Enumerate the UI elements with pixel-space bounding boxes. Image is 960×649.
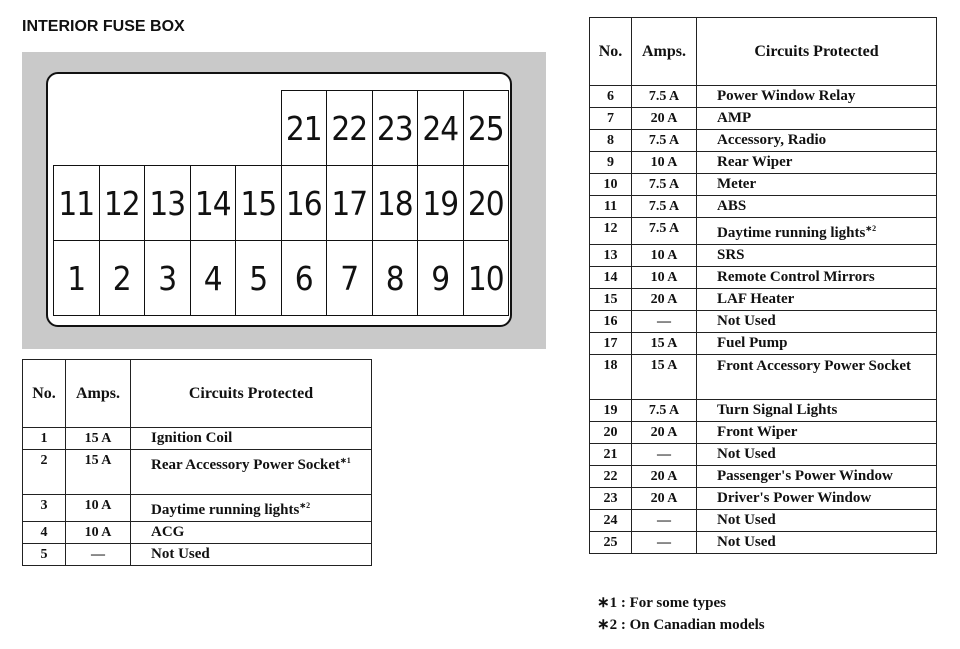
table-row <box>590 333 937 355</box>
circuit-protected <box>697 532 937 554</box>
fuse-amps: 10 A <box>66 522 131 544</box>
fuse-slot: 17 <box>326 165 373 241</box>
fuse-number: 13 <box>590 245 632 267</box>
fuse-number: 19 <box>590 400 632 422</box>
table-row <box>590 355 937 400</box>
circuit-label: Fuel Pump <box>717 335 788 351</box>
circuit-protected <box>697 289 937 311</box>
circuit-label: Not Used <box>717 446 776 462</box>
table-row <box>590 245 937 267</box>
fuse-amps: 7.5 A <box>632 174 697 196</box>
fuse-amps: 7.5 A <box>632 86 697 108</box>
table-row <box>23 428 372 450</box>
circuit-label: Driver's Power Window <box>717 490 872 506</box>
table-row <box>590 311 937 333</box>
fuse-slot: 11 <box>53 165 100 241</box>
circuit-label: SRS <box>717 247 745 263</box>
fuse-slot: 1 <box>53 240 100 316</box>
col-header-no: No. <box>590 18 632 86</box>
circuit-label: Daytime running lights <box>717 225 866 241</box>
fuse-amps: — <box>632 311 697 333</box>
circuit-protected <box>131 428 372 450</box>
circuit-label: Not Used <box>717 313 776 329</box>
table-row <box>23 544 372 566</box>
fuse-amps: 20 A <box>632 488 697 510</box>
footnote-marker: ∗2 <box>865 224 877 233</box>
circuit-label: Turn Signal Lights <box>717 402 838 418</box>
table-row <box>590 422 937 444</box>
fuse-number: 3 <box>23 495 66 522</box>
circuit-protected <box>131 495 372 522</box>
circuit-label: AMP <box>717 110 752 126</box>
fuse-amps: 15 A <box>632 355 697 400</box>
fuse-number: 7 <box>590 108 632 130</box>
table-row <box>590 267 937 289</box>
page-title: INTERIOR FUSE BOX <box>22 18 185 35</box>
fuse-number: 2 <box>23 450 66 495</box>
fuse-amps: — <box>632 532 697 554</box>
fuse-slot: 18 <box>372 165 419 241</box>
circuit-label: Not Used <box>717 534 776 550</box>
fuse-number: 16 <box>590 311 632 333</box>
circuit-protected <box>697 86 937 108</box>
circuit-protected <box>131 450 372 495</box>
fuse-amps: 15 A <box>632 333 697 355</box>
fuse-number: 12 <box>590 218 632 245</box>
fuse-slot: 20 <box>463 165 510 241</box>
table-row <box>23 522 372 544</box>
col-header-circuits: Circuits Protected <box>131 360 372 428</box>
circuit-protected <box>697 422 937 444</box>
fuse-amps: — <box>632 444 697 466</box>
fuse-slot: 22 <box>326 90 373 166</box>
fuse-slot: 10 <box>463 240 510 316</box>
footnote-marker: ∗2 <box>299 501 311 510</box>
fuse-amps: 7.5 A <box>632 218 697 245</box>
circuit-label: Power Window Relay <box>717 88 856 104</box>
fuse-slot: 14 <box>190 165 237 241</box>
fuse-number: 8 <box>590 130 632 152</box>
fuse-slot: 15 <box>235 165 282 241</box>
fuse-number: 24 <box>590 510 632 532</box>
fuse-amps: 20 A <box>632 108 697 130</box>
table-row <box>590 466 937 488</box>
fuse-number: 14 <box>590 267 632 289</box>
table-row <box>590 400 937 422</box>
fuse-number: 25 <box>590 532 632 554</box>
fuse-slot: 21 <box>281 90 328 166</box>
circuit-label: Not Used <box>151 546 210 562</box>
fuse-number: 15 <box>590 289 632 311</box>
fuse-amps: 20 A <box>632 289 697 311</box>
table-row <box>590 174 937 196</box>
table-row <box>590 86 937 108</box>
circuit-protected <box>131 544 372 566</box>
fuse-amps: 7.5 A <box>632 130 697 152</box>
circuit-protected <box>697 152 937 174</box>
circuit-protected <box>697 267 937 289</box>
circuit-protected <box>697 444 937 466</box>
fuse-amps: — <box>66 544 131 566</box>
fuse-amps: 7.5 A <box>632 196 697 218</box>
circuit-label: Remote Control Mirrors <box>717 269 875 285</box>
fuse-slot: 5 <box>235 240 282 316</box>
table-row <box>23 450 372 495</box>
footnote-marker: ∗1 <box>339 456 351 465</box>
fuse-slot: 24 <box>417 90 464 166</box>
circuit-label: Rear Accessory Power Socket <box>151 457 340 473</box>
circuit-protected <box>697 311 937 333</box>
fuse-number: 22 <box>590 466 632 488</box>
footnote-1: ∗1 : For some types <box>597 595 726 611</box>
circuit-protected <box>697 466 937 488</box>
footnotes <box>597 592 765 636</box>
circuit-protected <box>697 174 937 196</box>
fuse-slot: 6 <box>281 240 328 316</box>
circuit-protected <box>697 245 937 267</box>
fuse-amps: — <box>632 510 697 532</box>
table-row <box>590 444 937 466</box>
fuse-amps: 20 A <box>632 422 697 444</box>
circuit-label: Meter <box>717 176 757 192</box>
circuit-protected <box>697 333 937 355</box>
fuse-slot: 16 <box>281 165 328 241</box>
table-row <box>590 289 937 311</box>
fuse-slot: 8 <box>372 240 419 316</box>
fuse-number: 10 <box>590 174 632 196</box>
fuse-number: 5 <box>23 544 66 566</box>
fuse-number: 6 <box>590 86 632 108</box>
fuse-amps: 10 A <box>632 245 697 267</box>
col-header-circuits: Circuits Protected <box>697 18 937 86</box>
fuse-amps: 15 A <box>66 428 131 450</box>
fuse-table-right <box>589 17 937 554</box>
circuit-protected <box>697 510 937 532</box>
table-row <box>590 218 937 245</box>
table-row <box>590 532 937 554</box>
table-row <box>23 495 372 522</box>
circuit-protected <box>697 218 937 245</box>
fuse-amps: 10 A <box>632 267 697 289</box>
col-header-no: No. <box>23 360 66 428</box>
circuit-protected <box>697 400 937 422</box>
fuse-slot: 3 <box>144 240 191 316</box>
fuse-number: 4 <box>23 522 66 544</box>
table-row <box>590 510 937 532</box>
circuit-label: Passenger's Power Window <box>717 468 893 484</box>
fuse-number: 21 <box>590 444 632 466</box>
fuse-number: 18 <box>590 355 632 400</box>
fuse-number: 11 <box>590 196 632 218</box>
fuse-table-left <box>22 359 372 566</box>
circuit-label: ABS <box>717 198 747 214</box>
fuse-slot: 9 <box>417 240 464 316</box>
circuit-label: ACG <box>151 524 185 540</box>
table-row <box>590 108 937 130</box>
circuit-label: Ignition Coil <box>151 430 233 446</box>
fuse-slot: 19 <box>417 165 464 241</box>
circuit-label: Not Used <box>717 512 776 528</box>
circuit-label: Daytime running lights <box>151 502 300 518</box>
fuse-amps: 15 A <box>66 450 131 495</box>
col-header-amps: Amps. <box>632 18 697 86</box>
circuit-label: Rear Wiper <box>717 154 793 170</box>
fuse-slot: 25 <box>463 90 510 166</box>
table-row <box>590 196 937 218</box>
fuse-slot: 7 <box>326 240 373 316</box>
circuit-protected <box>697 196 937 218</box>
footnote-2: ∗2 : On Canadian models <box>597 617 765 633</box>
circuit-protected <box>697 488 937 510</box>
table-row <box>590 152 937 174</box>
fuse-slot: 4 <box>190 240 237 316</box>
fuse-number: 1 <box>23 428 66 450</box>
fuse-number: 23 <box>590 488 632 510</box>
circuit-label: Accessory, Radio <box>717 132 827 148</box>
table-row <box>590 488 937 510</box>
circuit-label: Front Wiper <box>717 424 798 440</box>
circuit-label: LAF Heater <box>717 291 795 307</box>
table-row <box>590 130 937 152</box>
fuse-slot: 12 <box>99 165 146 241</box>
circuit-label: Front Accessory Power Socket <box>717 358 911 374</box>
col-header-amps: Amps. <box>66 360 131 428</box>
fuse-number: 9 <box>590 152 632 174</box>
fuse-slot: 13 <box>144 165 191 241</box>
fuse-slot: 2 <box>99 240 146 316</box>
circuit-protected <box>697 108 937 130</box>
fuse-number: 20 <box>590 422 632 444</box>
fuse-amps: 10 A <box>66 495 131 522</box>
fuse-number: 17 <box>590 333 632 355</box>
fuse-amps: 20 A <box>632 466 697 488</box>
circuit-protected <box>697 130 937 152</box>
fuse-slot: 23 <box>372 90 419 166</box>
circuit-protected <box>697 355 937 400</box>
fuse-amps: 10 A <box>632 152 697 174</box>
circuit-protected <box>131 522 372 544</box>
fuse-amps: 7.5 A <box>632 400 697 422</box>
